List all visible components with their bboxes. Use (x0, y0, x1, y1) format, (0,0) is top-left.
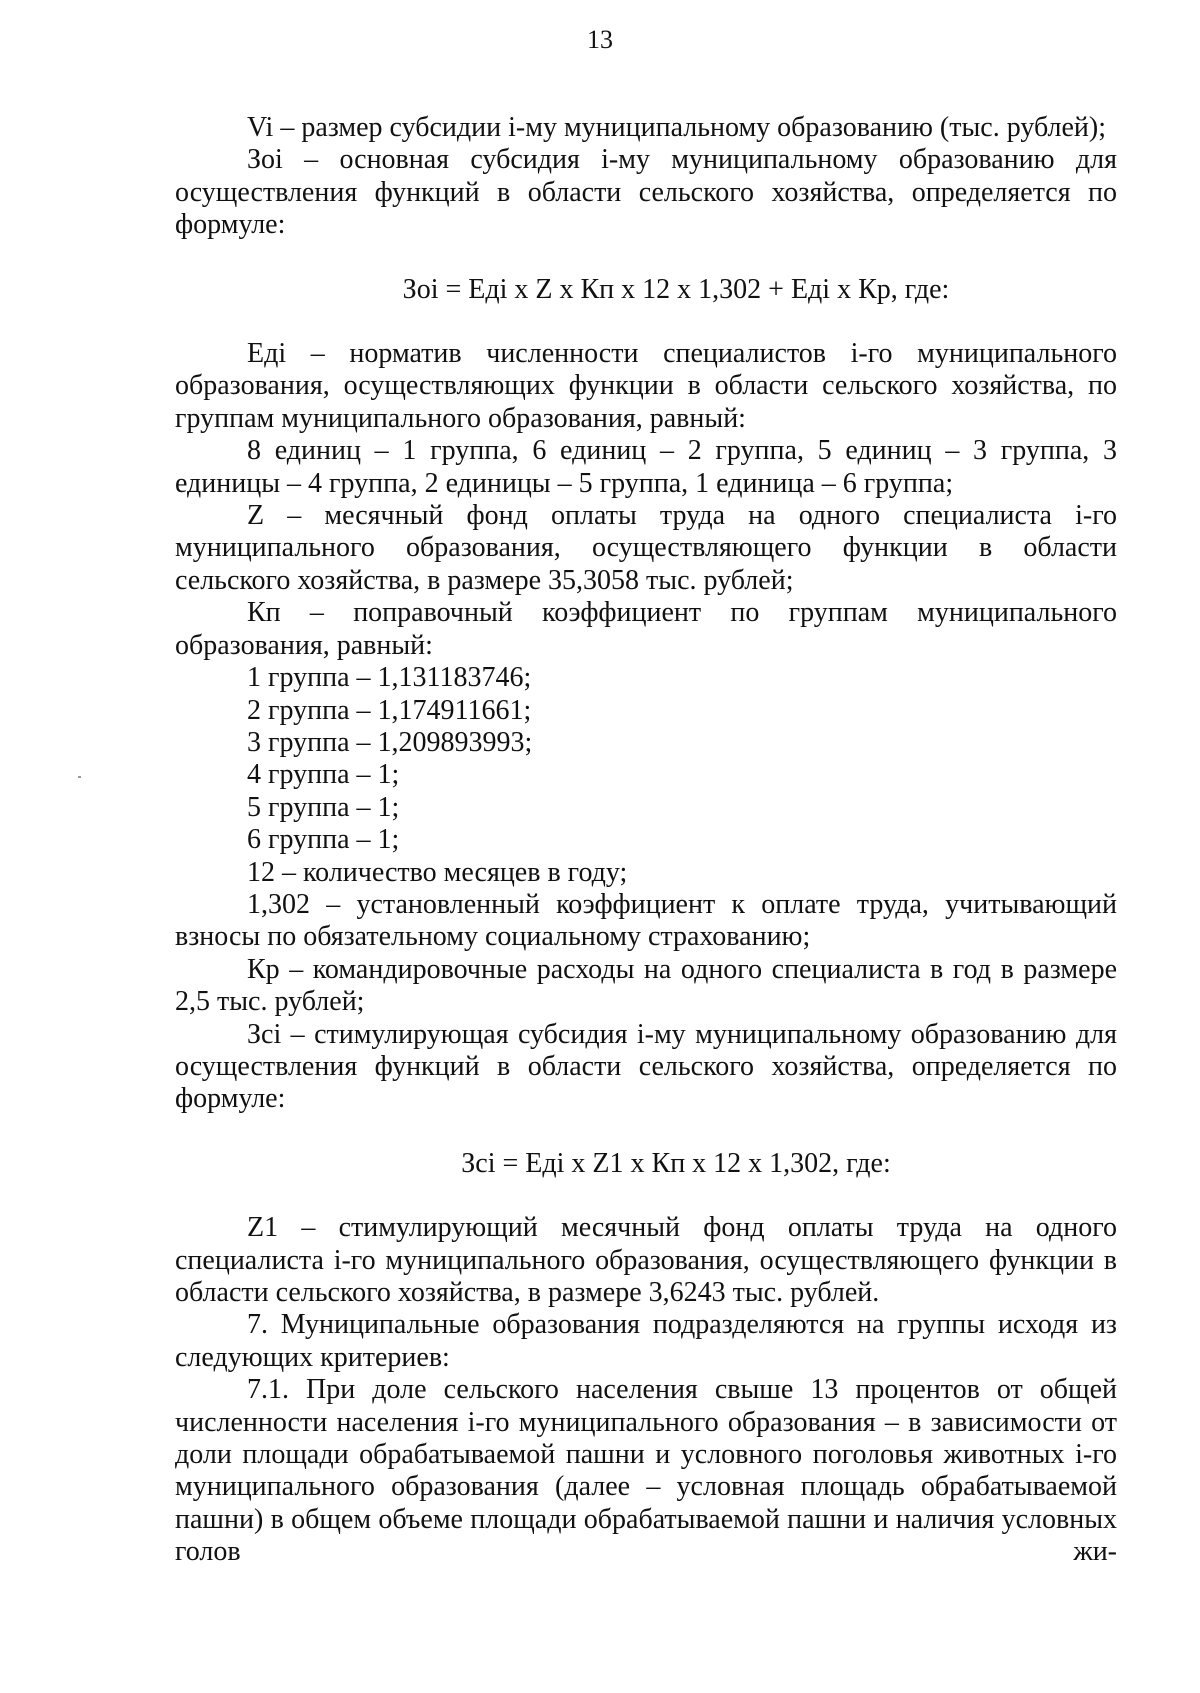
paragraph-months: 12 – количество месяцев в году; (247, 856, 628, 888)
paragraph-section-7: 7. Муниципальные образования подразделяются на группы исходя из следующих критериев: (175, 1309, 1117, 1373)
paragraph-kr-definition: Кр – командировочные расходы на одного специалиста в год в размере 2,5 тыс. рублей; (175, 953, 1117, 1018)
kp-group-1: 1 группа – 1,131183746; (247, 662, 532, 694)
paragraph-section-7-1: 7.1. При доле сельского населения свыше 13 процентов от общей численности населения i-го муниципального образования – в зависимости от доли площади обрабатываемой пашни и условного поголовья животных i-го муниципального образования (далее – условная площадь обрабатываемой пашни) в общем объеме площади обрабатываемой пашни и наличия условных голов жи- (175, 1374, 1117, 1568)
kp-group-5: 5 группа – 1; (247, 791, 400, 823)
kp-group-2: 2 группа – 1,174911661; (247, 694, 532, 726)
paragraph-z1-definition: Z1 – стимулирующий месячный фонд оплаты труда на одного специалиста i-го муниципального образования, осуществляющего функции в области сельского хозяйства, в размере 3,6243 тыс. рублей. (175, 1212, 1117, 1308)
paragraph-edi-values: 8 единиц – 1 группа, 6 единиц – 2 группа, 5 единиц – 3 группа, 3 единицы – 4 группа, 2 единицы – 5 группа, 1 единица – 6 группа; (175, 435, 1117, 499)
kp-group-4: 4 группа – 1; (247, 759, 400, 791)
formula-zoi: Зоi = Eдi x Z x Кп x 12 x 1,302 + Eдi x Кр, где: (402, 273, 950, 305)
paragraph-z-definition: Z – месячный фонд оплаты труда на одного специалиста i-го муниципального образования, осуществляющего функции в области сельского хозяйства, в размере 35,3058 тыс. рублей; (175, 500, 1117, 596)
scan-speck (78, 776, 81, 778)
formula-zci: Зсi = Eдi x Z1 x Кп x 12 x 1,302, где: (461, 1147, 891, 1179)
paragraph-zci-definition: Зсi – стимулирующая субсидия i-му муниципальному образованию для осуществления функций в области сельского хозяйства, определяется по формуле: (175, 1018, 1117, 1115)
page-number: 13 (587, 25, 613, 54)
paragraph-vi-definition: Vi – размер субсидии i-му муниципальному образованию (тыс. рублей); (247, 112, 1107, 143)
paragraph-kp-definition: Кп – поправочный коэффициент по группам муниципального образования, равный: (175, 597, 1117, 661)
paragraph-edi-definition: Eдi – норматив численности специалистов i-го муниципального образования, осуществляющих функции в области сельского хозяйства, по группам муниципального образования, равный: (175, 338, 1117, 434)
document-body (175, 112, 1117, 1569)
kp-group-3: 3 группа – 1,209893993; (247, 726, 533, 758)
kp-group-6: 6 группа – 1; (247, 824, 400, 856)
paragraph-coefficient: 1,302 – установленный коэффициент к оплате труда, учитывающий взносы по обязательному социальному страхованию; (175, 888, 1117, 953)
paragraph-zoi-definition: Зoi – основная субсидия i-му муниципальному образованию для осуществления функций в области сельского хозяйства, определяется по формуле: (175, 144, 1117, 241)
